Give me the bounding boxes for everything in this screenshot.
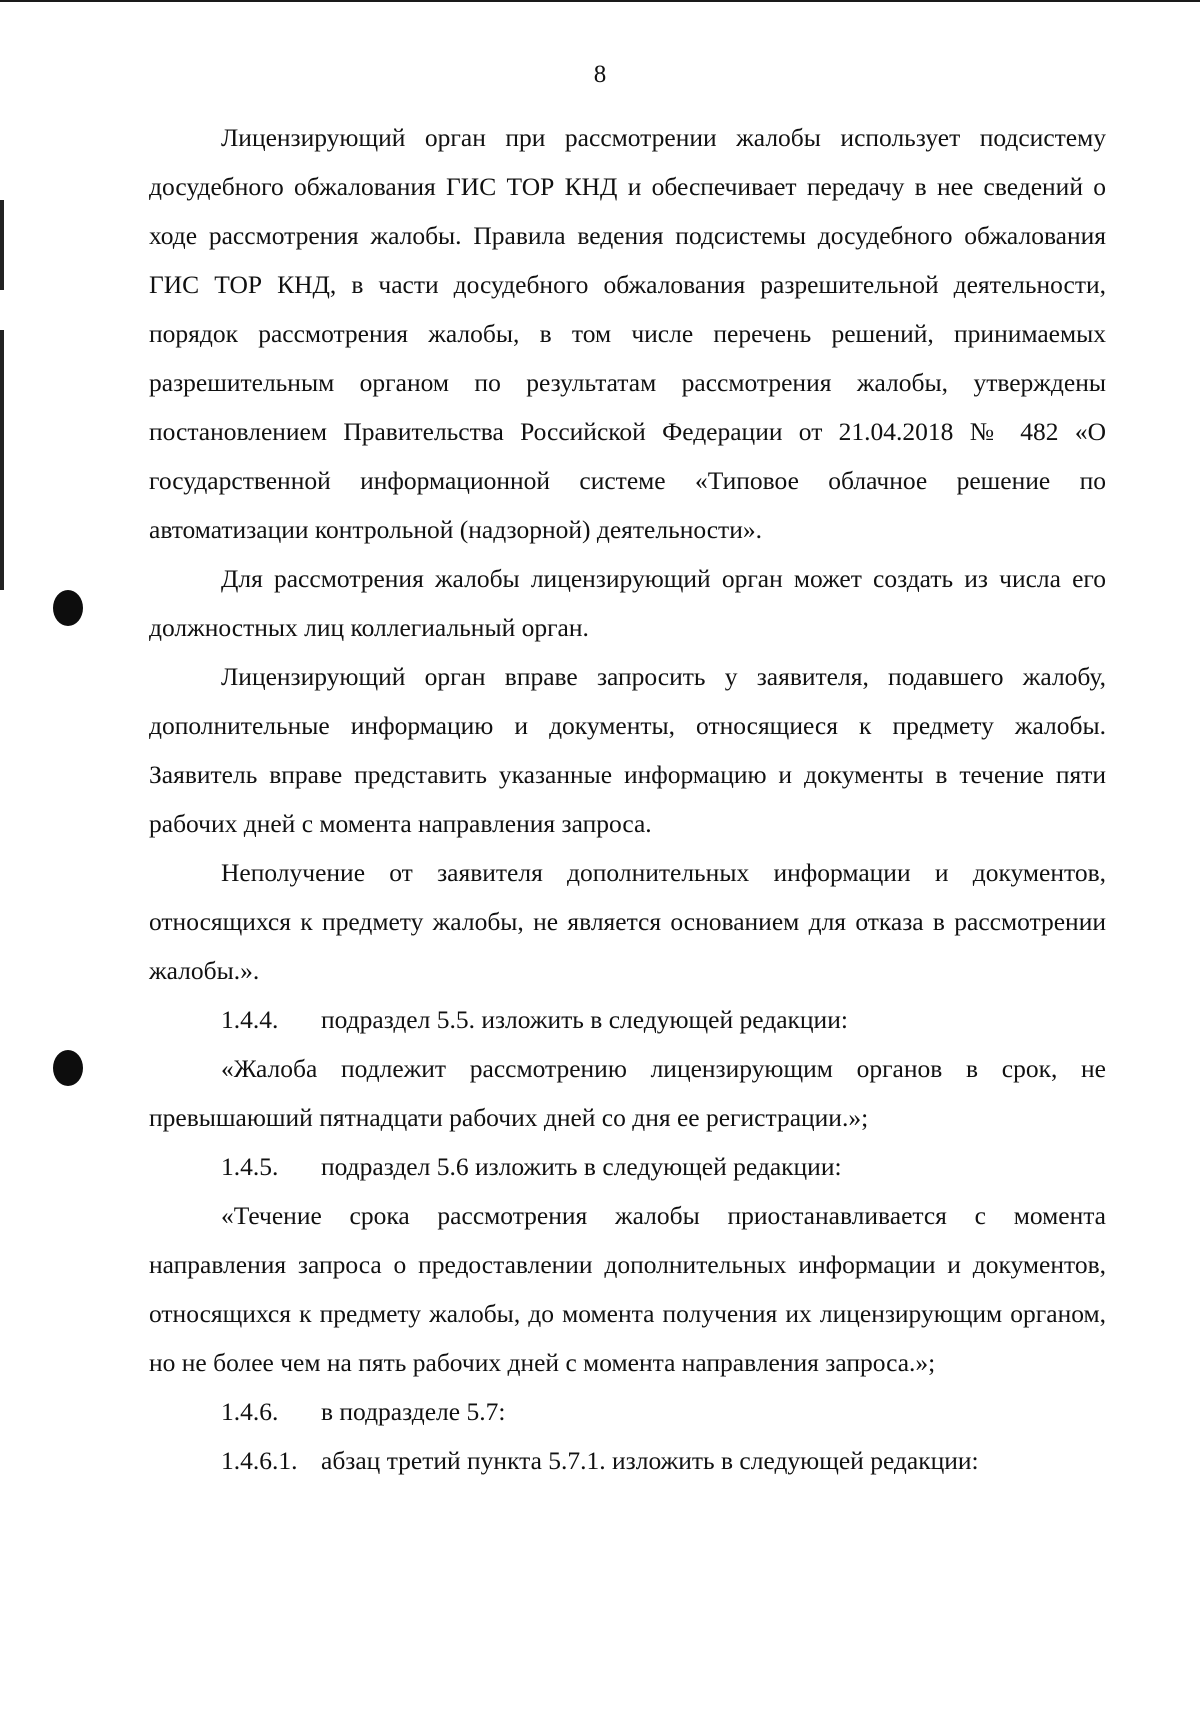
numbered-item — [149, 1142, 1106, 1191]
item-text: подраздел 5.6 изложить в следующей редакции: — [321, 1152, 842, 1181]
scan-edge-mark — [0, 200, 4, 290]
paragraph: «Жалоба подлежит рассмотрению лицензирующим органов в срок, не превышаюший пятнадцати рабочих дней со дня ее регистрации.»; — [149, 1054, 1106, 1132]
top-border-line — [0, 0, 1200, 2]
page-number: 8 — [593, 61, 607, 88]
numbered-item — [149, 1387, 1106, 1436]
paragraph: Для рассмотрения жалобы лицензирующий орган может создать из числа его должностных лиц коллегиальный орган. — [149, 564, 1106, 642]
item-number: 1.4.4. — [221, 1005, 279, 1034]
paragraph: Лицензирующий орган вправе запросить у заявителя, подавшего жалобу, дополнительные информацию и документы, относящиеся к предмету жалобы. Заявитель вправе представить указанные информацию и документы в течение пяти рабочих дней с момента направления запроса. — [149, 662, 1106, 838]
paragraph: Неполучение от заявителя дополнительных информации и документов, относящихся к предмету жалобы, не является основанием для отказа в рассмотрении жалобы.». — [149, 858, 1106, 985]
item-number: 1.4.6.1. — [221, 1446, 298, 1475]
paragraph: «Течение срока рассмотрения жалобы приостанавливается с момента направления запроса о предоставлении дополнительных информации и документов, относящихся к предмету жалобы, до момента получения их лицензирующим органом, но не более чем на пять рабочих дней с момента направления запроса.»; — [149, 1201, 1106, 1377]
item-text: подраздел 5.5. изложить в следующей редакции: — [321, 1005, 848, 1034]
item-text: в подразделе 5.7: — [321, 1397, 506, 1426]
scan-edge-mark — [0, 330, 4, 590]
item-number: 1.4.5. — [221, 1152, 279, 1181]
punch-hole — [53, 590, 83, 626]
punch-hole — [53, 1050, 83, 1086]
item-number: 1.4.6. — [221, 1397, 279, 1426]
paragraph: Лицензирующий орган при рассмотрении жалобы использует подсистему досудебного обжалования ГИС ТОР КНД и обеспечивает передачу в нее сведений о ходе рассмотрения жалобы. Правила ведения подсистемы досудебного обжалования ГИС ТОР КНД, в части досудебного обжалования разрешительной деятельности, порядок рассмотрения жалобы, в том числе перечень решений, принимаемых разрешительным органом по результатам рассмотрения жалобы, утверждены постановлением Правительства Российской Федерации от 21.04.2018 № 482 «О государственной информационной системе «Типовое облачное решение по автоматизации контрольной (надзорной) деятельности». — [149, 123, 1106, 544]
item-text: абзац третий пункта 5.7.1. изложить в следующей редакции: — [321, 1446, 979, 1475]
document-body — [149, 113, 1106, 1485]
numbered-item — [149, 995, 1106, 1044]
numbered-item — [149, 1436, 1106, 1485]
